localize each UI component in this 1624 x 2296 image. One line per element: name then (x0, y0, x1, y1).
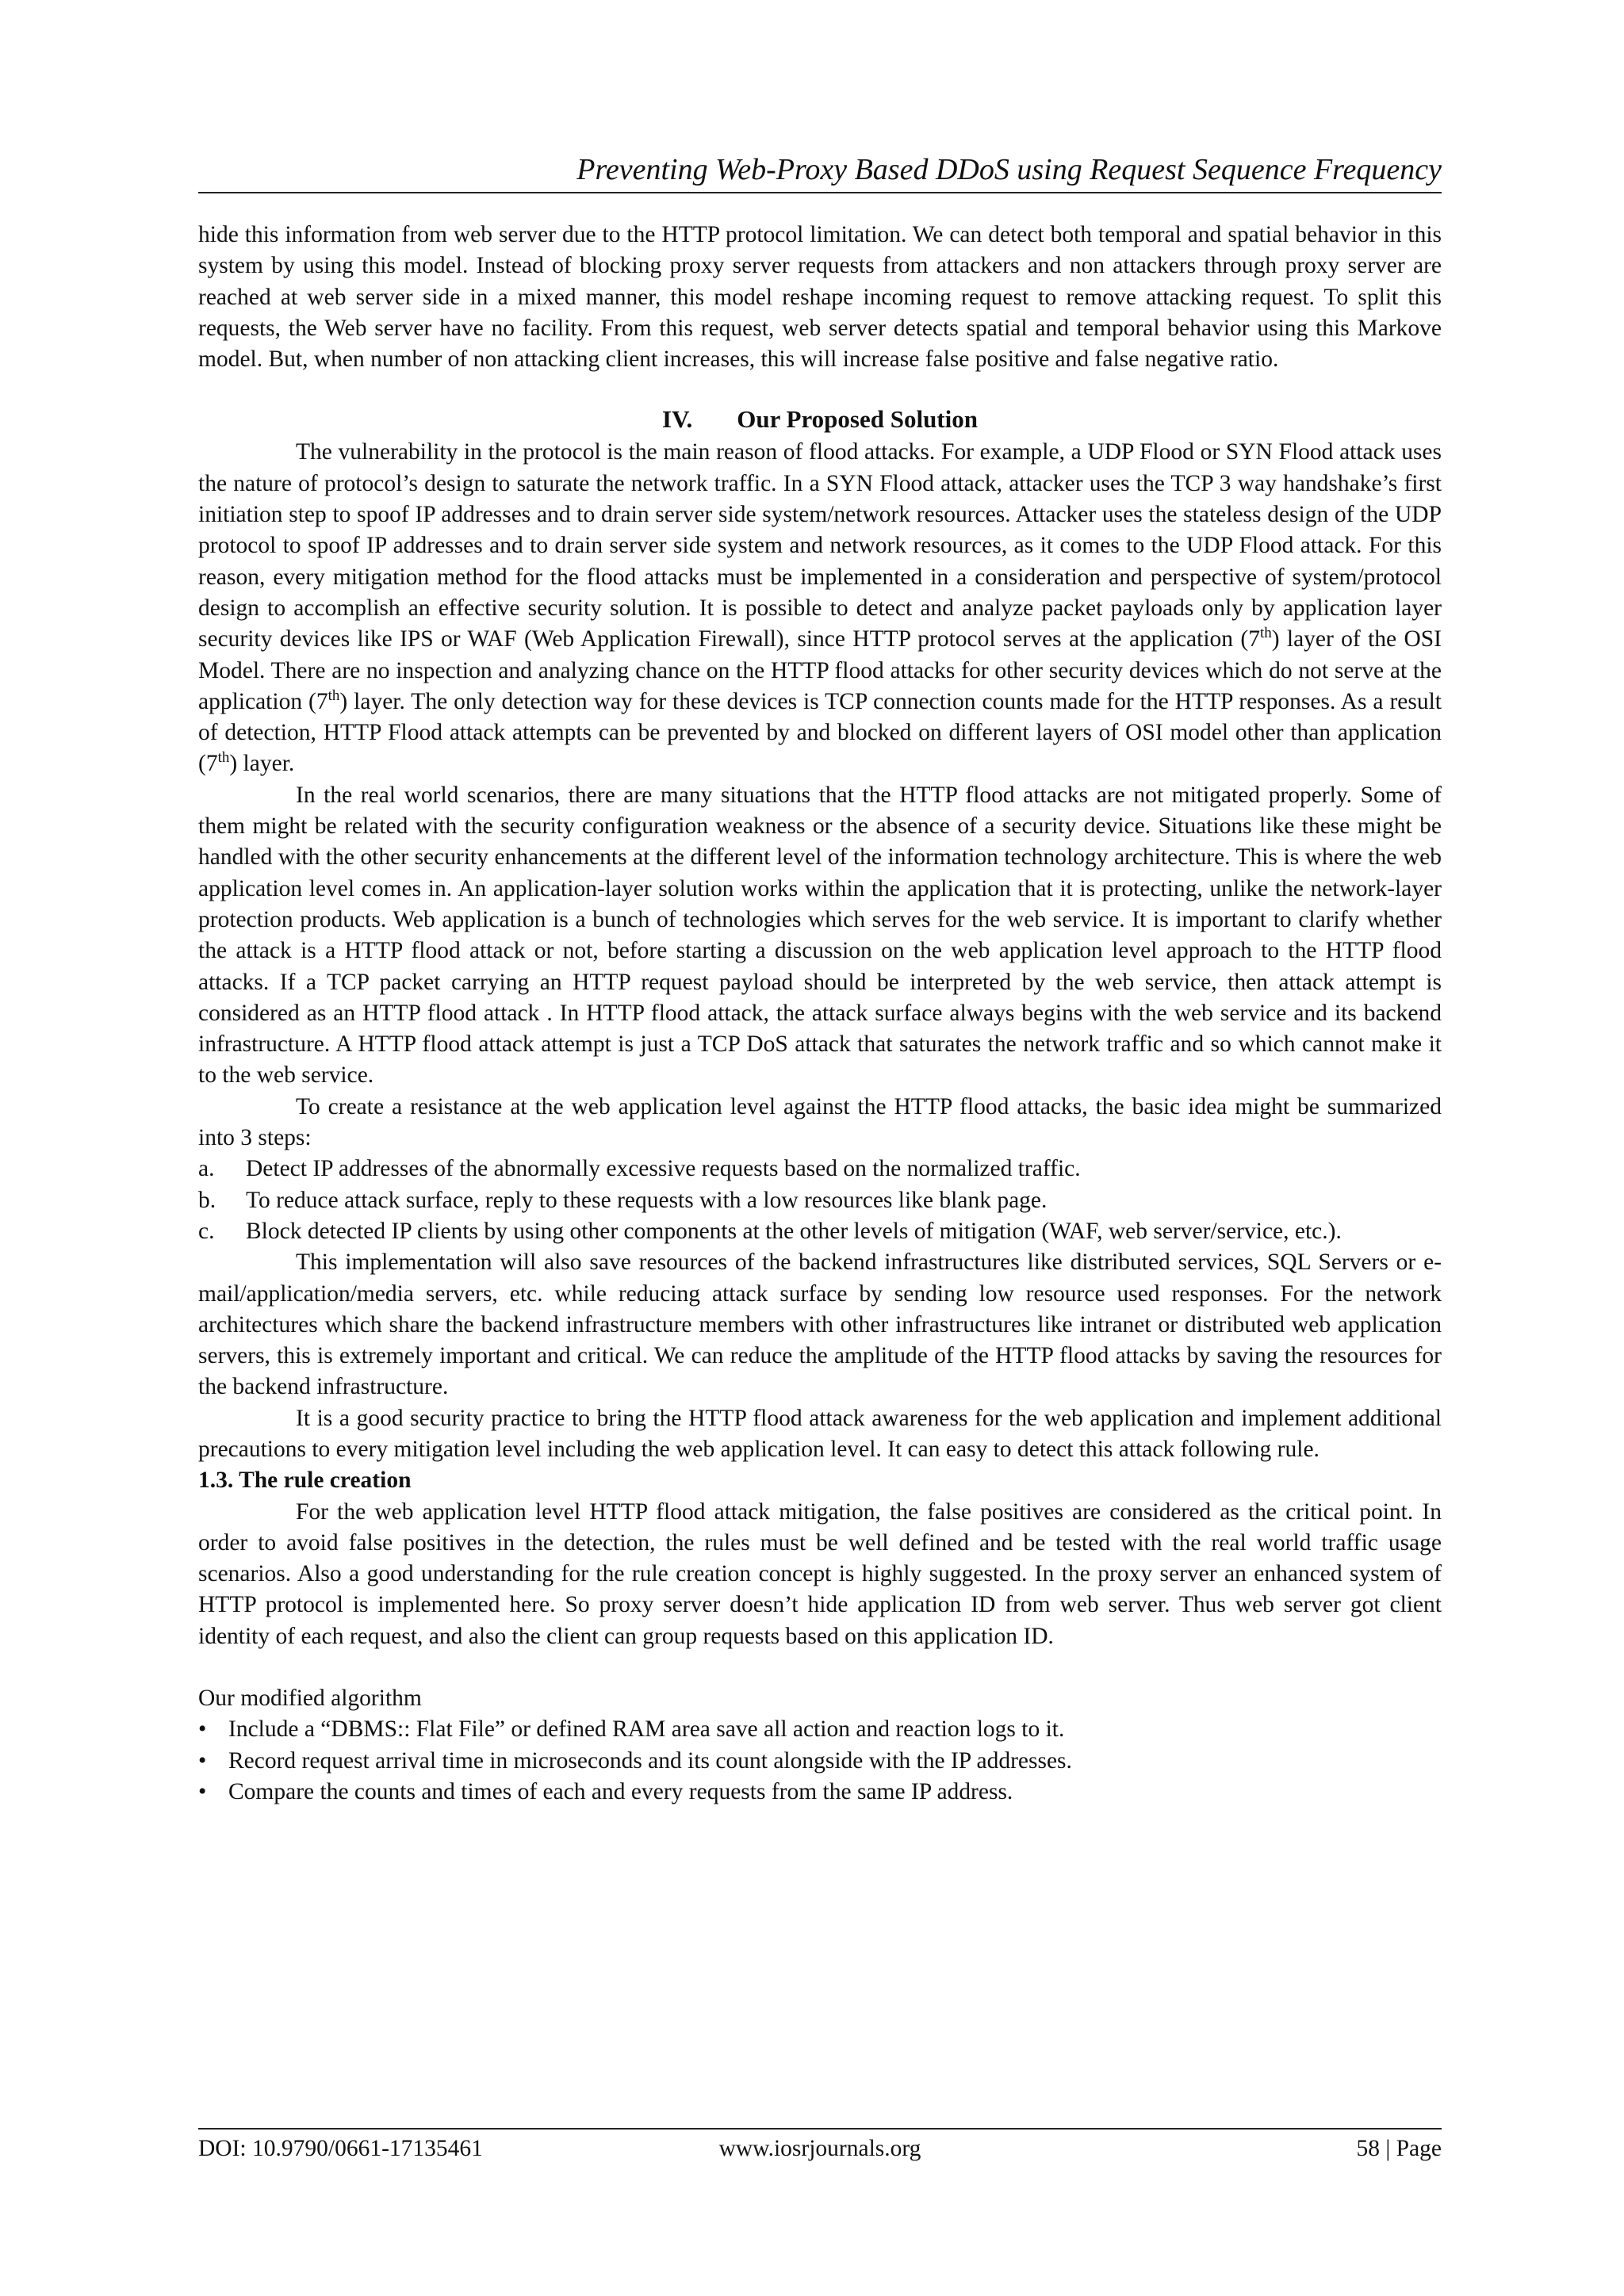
superscript: th (1259, 625, 1272, 642)
page-content (198, 220, 1442, 1808)
intro-paragraph: hide this information from web server due to the HTTP protocol limitation. We can detect both temporal and spatial behavior in this system by using this model. Instead of blocking proxy server requests from attackers and non attackers through proxy server are reached at web server side in a mixed manner, this model reshape incoming request to remove attacking request. To split this requests, the Web server have no facility. From this request, web server detects spatial and temporal behavior using this Markove model. But, when number of non attacking client increases, this will increase false positive and false negative ratio. (198, 222, 1442, 373)
superscript: th (217, 749, 230, 767)
bullet-icon: • (198, 1747, 207, 1774)
section-paragraph-1 (198, 437, 1442, 779)
spacer (198, 1652, 1442, 1683)
list-text: To reduce attack surface, reply to these requests with a low resources like blank page. (246, 1187, 1048, 1213)
text-run: ) layer. (229, 751, 295, 777)
list-text: Record request arrival time in microseconds and its count alongside with the IP addresses. (228, 1747, 1072, 1774)
list-item (198, 1746, 1442, 1777)
subsection-paragraph: For the web application level HTTP flood attack mitigation, the false positives are considered as the critical point. In order to avoid false positives in the detection, the rules must be well defined and be tested with the real world traffic usage scenarios. Also a good understanding for the rule creation concept is highly suggested. In the proxy server an enhanced system of HTTP protocol is implemented here. So proxy server doesn’t hide application ID from web server. Thus web server got client identity of each request, and also the client can group requests based on this application ID. (198, 1498, 1442, 1649)
list-item (198, 1714, 1442, 1745)
list-marker: c. (198, 1218, 215, 1244)
algorithm-heading: Our modified algorithm (198, 1686, 422, 1712)
list-item (198, 1777, 1442, 1808)
list-item (198, 1185, 1442, 1216)
list-item (198, 1154, 1442, 1184)
section-number: IV. (662, 405, 693, 434)
footer-page-number: 58 | Page (1356, 2136, 1442, 2161)
bullet-icon: • (198, 1778, 207, 1804)
section-heading (198, 404, 1442, 435)
list-marker: b. (198, 1187, 216, 1213)
subsection-title: 1.3. The rule creation (198, 1468, 412, 1494)
document-page (198, 0, 1442, 2296)
text-run: The vulnerability in the protocol is the main reason of flood attacks. For example, a UDP Flood or SYN Flood attack uses the nature of protocol’s design to saturate the network traffic. In a SYN Flood attack, attacker uses the TCP 3 way handshake’s first initiation step to spoof IP addresses and to drain server side system/network resources. Attacker uses the stateless design of the UDP protocol to spoof IP addresses and to drain server side system and network resources, as it comes to the UDP Flood attack. For this reason, every mitigation method for the flood attacks must be implemented in a consideration and perspective of system/protocol design to accomplish an effective security solution. It is possible to detect and analyze packet payloads only by application layer security devices like IPS or WAF (Web Application Firewall), since HTTP protocol serves at the application (7 (198, 439, 1442, 652)
list-text: Include a “DBMS:: Flat File” or defined RAM area save all action and reaction logs to it. (228, 1716, 1065, 1743)
bullet-icon: • (198, 1716, 207, 1743)
list-text: Compare the counts and times of each and every requests from the same IP address. (228, 1778, 1013, 1804)
superscript: th (327, 687, 340, 705)
header-rule (198, 192, 1442, 193)
list-text: Block detected IP clients by using other components at the other levels of mitigation (WAF, web server/service, etc.). (246, 1218, 1342, 1244)
footer-rule (198, 2128, 1442, 2130)
list-marker: a. (198, 1156, 215, 1182)
section-paragraph-4: This implementation will also save resources of the backend infrastructures like distributed services, SQL Servers or e-mail/application/media servers, etc. while reducing attack surface by sending low resource used responses. For the network architectures which share the backend infrastructure members with other infrastructures like intranet or distributed web application servers, this is extremely important and critical. We can reduce the amplitude of the HTTP flood attacks by saving the resources for the backend infrastructure. (198, 1249, 1442, 1400)
section-paragraph-2: In the real world scenarios, there are many situations that the HTTP flood attacks are not mitigated properly. Some of them might be related with the security configuration weakness or the absence of a security device. Situations like these might be handled with the other security enhancements at the different level of the information technology architecture. This is where the web application level comes in. An application-layer solution works within the application that it is protecting, unlike the network-layer protection products. Web application is a bunch of technologies which serves for the web service. It is important to clarify whether the attack is a HTTP flood attack or not, before starting a discussion on the web application level approach to the HTTP flood attacks. If a TCP packet carrying an HTTP request payload should be interpreted by the web service, then attack attempt is considered as an HTTP flood attack . In HTTP flood attack, the attack surface always begins with the web service and its backend infrastructure. A HTTP flood attack attempt is just a TCP DoS attack that saturates the network traffic and so which cannot make it to the web service. (198, 782, 1442, 1089)
footer-site: www.iosrjournals.org (718, 2136, 921, 2161)
running-header: Preventing Web-Proxy Based DDoS using Request Sequence Frequency (576, 153, 1442, 186)
section-paragraph-5: It is a good security practice to bring the HTTP flood attack awareness for the web application and implement additional precautions to every mitigation level including the web application level. It can easy to detect this attack following rule. (198, 1405, 1442, 1462)
section-title: Our Proposed Solution (737, 405, 978, 434)
section-paragraph-3: To create a resistance at the web application level against the HTTP flood attacks, the basic idea might be summarized into 3 steps: (198, 1093, 1442, 1151)
steps-list (198, 1154, 1442, 1247)
list-item (198, 1216, 1442, 1247)
text-run: ) layer. The only detection way for these devices is TCP connection counts made for the HTTP responses. As a result of detection, HTTP Flood attack attempts can be prevented by and blocked on different layers of OSI model other than application (7 (198, 688, 1442, 777)
list-text: Detect IP addresses of the abnormally excessive requests based on the normalized traffic. (246, 1156, 1081, 1182)
footer-doi: DOI: 10.9790/0661-17135461 (198, 2136, 483, 2161)
text-run: ) layer of the OSI Model. There are no inspection and analyzing chance on the HTTP flood attacks for other security devices which do not serve at the application (7 (198, 626, 1442, 714)
algorithm-list (198, 1714, 1442, 1808)
